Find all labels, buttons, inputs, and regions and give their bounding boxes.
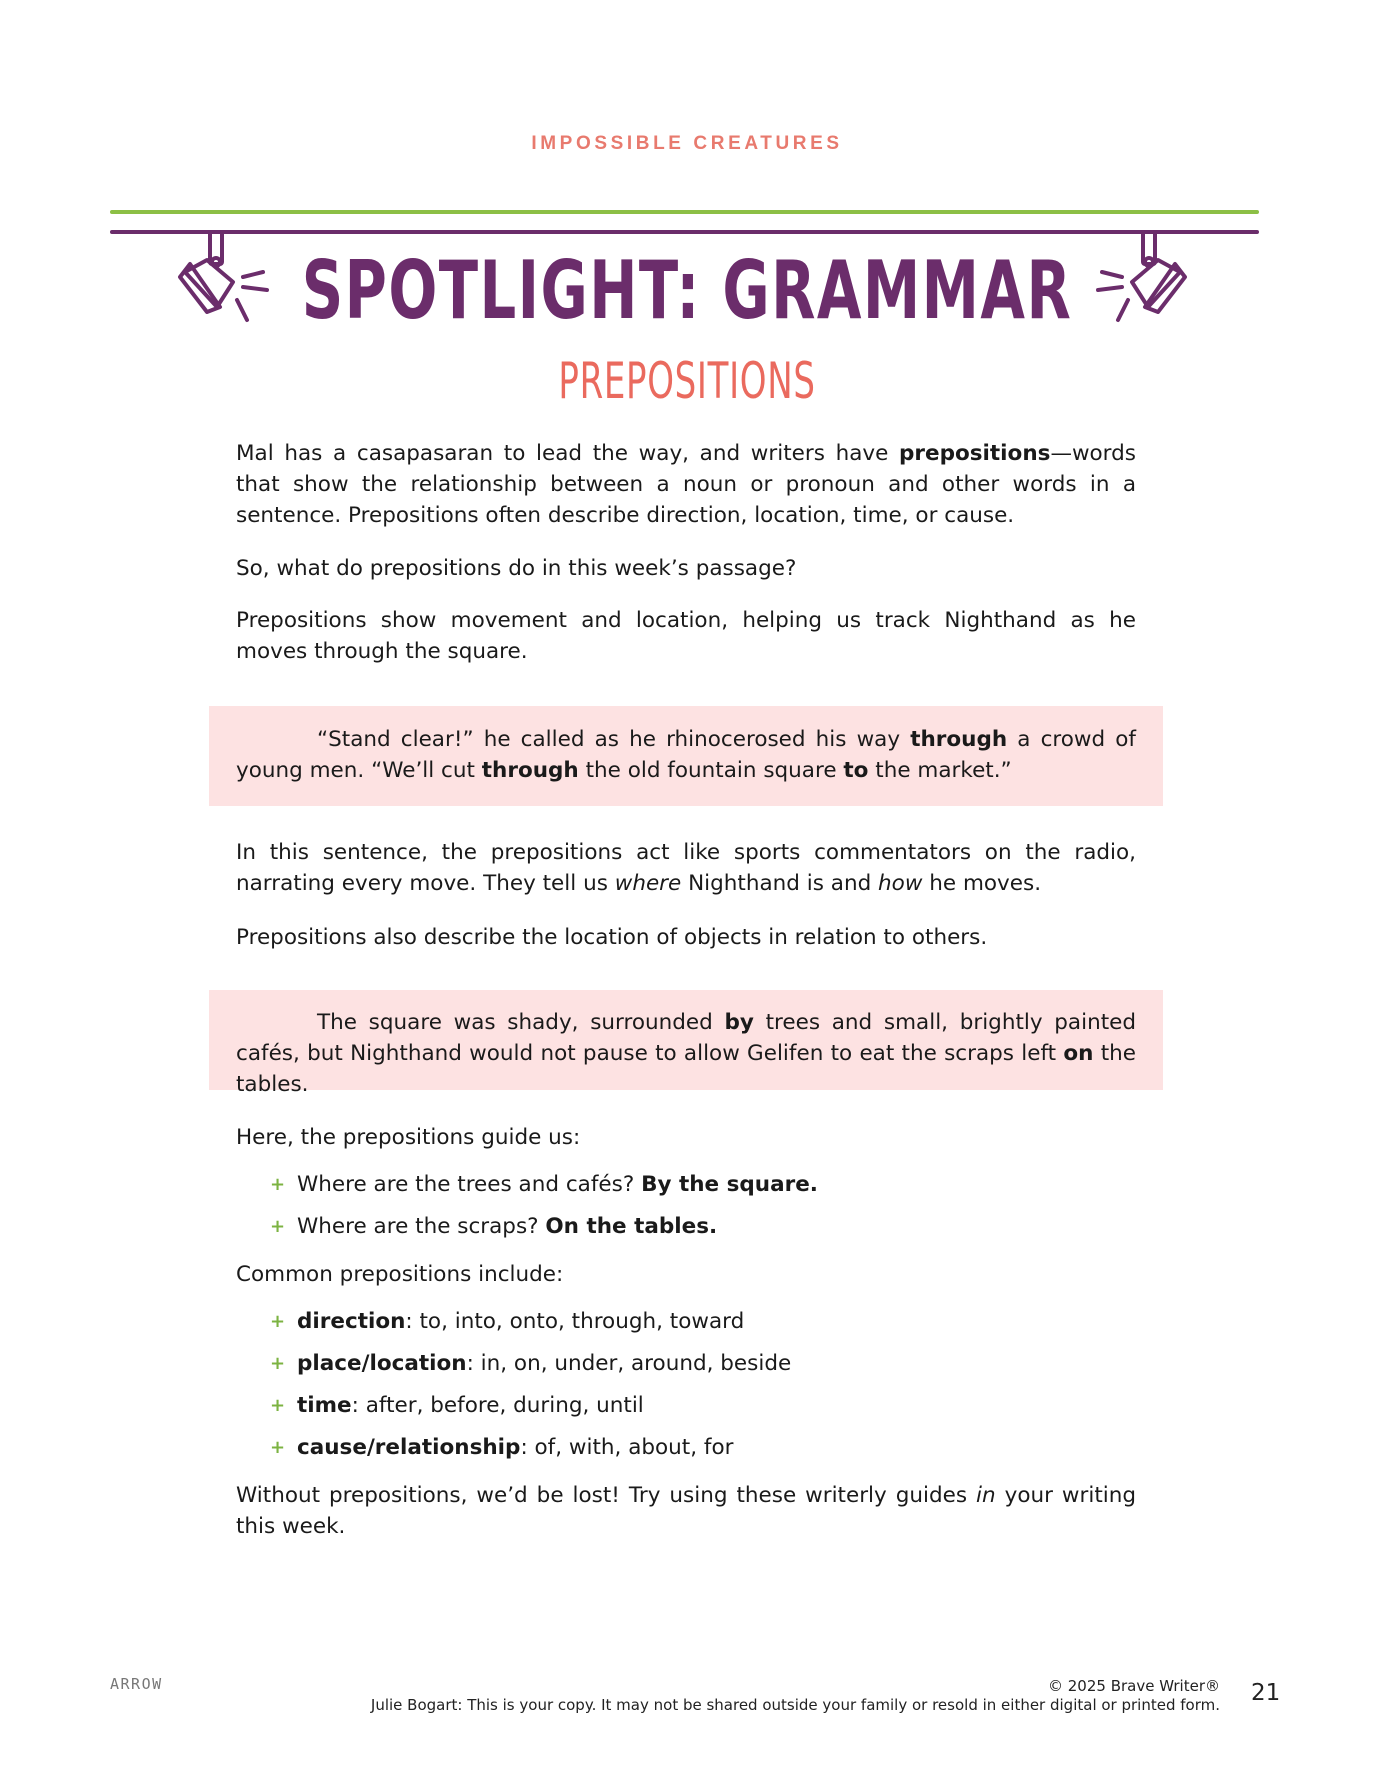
closing-paragraph: Without prepositions, we’d be lost! Try using these writerly guides in your writing this week. [236,1483,1136,1539]
plus-bullet-icon: + [270,1353,286,1374]
publisher-logo: ARROW [110,1675,163,1693]
license-note: Julie Bogart: This is your copy. It may not be shared outside your family or resold in either digital or printed form. [370,1696,1220,1714]
middle-paragraph-1: In this sentence, the prepositions act like sports commentators on the radio, narrating every move. They tell us where Nighthand is and how he moves. [236,840,1136,896]
plus-bullet-icon: + [270,1174,286,1195]
guide-list [270,1169,1130,1253]
list-item: + cause/relationship: of, with, about, for [270,1432,1130,1474]
plus-bullet-icon: + [270,1311,286,1332]
intro-paragraph-3: Prepositions show movement and location, helping us track Nighthand as he moves through the square. [236,608,1136,664]
sub-title: PREPOSITIONS [558,352,816,410]
spotlight-right-icon [1070,232,1190,341]
intro-paragraph-2: So, what do prepositions do in this week’s passage? [236,556,797,581]
plus-bullet-icon: + [270,1216,286,1237]
middle-paragraph-2: Prepositions also describe the location of objects in relation to others. [236,925,988,950]
header-rule-green [110,210,1259,214]
list-item: + place/location: in, on, under, around, beside [270,1348,1130,1390]
plus-bullet-icon: + [270,1395,286,1416]
plus-bullet-icon: + [270,1437,286,1458]
intro-paragraph-1: Mal has a casapasaran to lead the way, and writers have prepositions—words that show the relationship between a noun or pronoun and other words in a sentence. Prepositions often describe direction, location, time, or cause. [236,441,1136,528]
quote-1-text: “Stand clear!” he called as he rhinocerosed his way through a crowd of young men. “We’ll cut through the old fountain square to the market.” [236,727,1136,783]
page-number: 21 [1251,1680,1281,1706]
copyright: © 2025 Brave Writer® [1047,1677,1220,1695]
common-list [270,1306,1130,1474]
quote-box-2 [209,990,1163,1097]
main-title: SPOTLIGHT: GRAMMAR [301,244,1073,337]
list-item: + direction: to, into, onto, through, toward [270,1306,1130,1348]
common-lead: Common prepositions include: [236,1262,564,1287]
list-item: + Where are the scraps? On the tables. [270,1211,1130,1253]
list-item: + Where are the trees and cafés? By the square. [270,1169,1130,1211]
quote-box-1 [209,706,1163,806]
quote-2-text: The square was shady, surrounded by trees and small, brightly painted cafés, but Nighthand would not pause to allow Gelifen to eat the scraps left on the tables. [236,1010,1136,1097]
list-item: + time: after, before, during, until [270,1390,1130,1432]
book-title: IMPOSSIBLE CREATURES [531,133,843,154]
guide-lead: Here, the prepositions guide us: [236,1125,581,1150]
